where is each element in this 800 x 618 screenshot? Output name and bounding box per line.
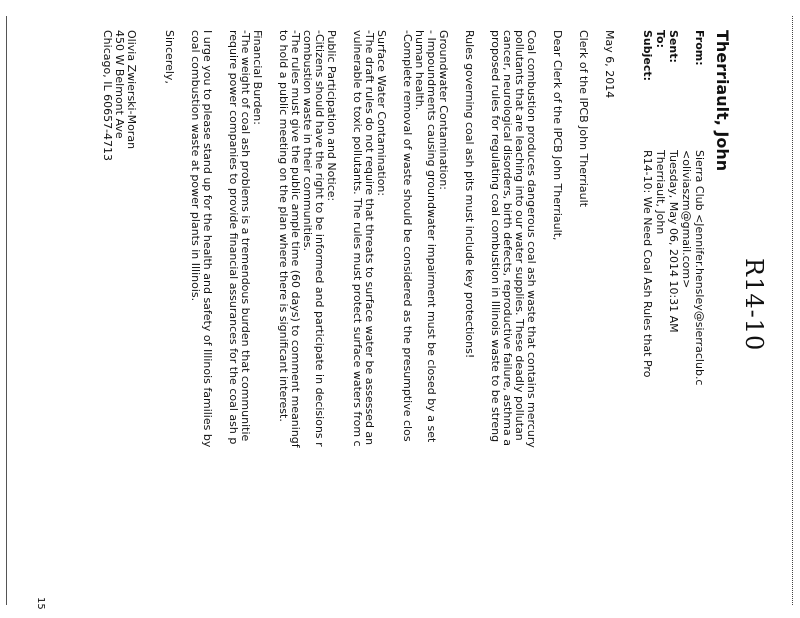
page-number: 15: [35, 597, 46, 610]
subject-value: R14-10: We Need Coal Ash Rules that Pro: [641, 150, 654, 378]
sent-label: Sent:: [667, 30, 680, 63]
closing-line: I urge you to please stand up for the health and safety of Illinois families by: [201, 30, 214, 448]
participation-heading: Public Participation and Notice:: [325, 30, 338, 202]
closing-line: coal combustion waste at power plants in Illinois.: [189, 30, 202, 302]
from-value-email: <oliviaszm@gmail.com>: [680, 150, 693, 289]
groundwater-line: -Complete removal of waste should be considered as the presumptive clos: [401, 30, 414, 442]
to-label: To:: [654, 30, 667, 48]
signoff: Sincerely,: [163, 30, 176, 84]
footer-rule: [6, 16, 7, 605]
fax-header-rule: [792, 16, 793, 605]
to-value: Therriault, John: [654, 150, 667, 235]
intro-line: pollutants that are leaching into our water supplies. These deadly pollutan: [513, 30, 526, 441]
surface-line: -The draft rules do not require that threats to surface water be assessed an: [363, 30, 376, 446]
signature-name: Olivia Zwierski-Moran: [125, 30, 138, 150]
from-value: Sierra Club <Jennifer.hensley@sierraclub.c: [693, 150, 706, 386]
financial-line: -The weight of coal ash problems is a tremendous burden that communitie: [239, 30, 252, 442]
letter-salutation: Dear Clerk of the IPCB John Therriault,: [551, 30, 564, 241]
intro-line: cancer, neurological disorders, birth defects, reproductive failure, asthma a: [501, 30, 514, 446]
rules-line: Rules governing coal ash pits must include key protections!: [463, 30, 476, 359]
letter-addressee: Clerk of the IPCB John Therriault: [577, 30, 590, 208]
surface-heading: Surface Water Contamination:: [375, 30, 388, 197]
signature-city: Chicago, IL 60657-4713: [101, 30, 114, 162]
groundwater-line: - Impoundments causing groundwater impairment must be closed by a set: [425, 30, 438, 443]
intro-line: proposed rules for regulating coal combustion in Illinois waste to be streng: [489, 30, 502, 443]
signature-address: 450 W Belmont Ave: [113, 30, 126, 139]
docket-number: R14-10: [740, 258, 768, 352]
from-label: From:: [693, 30, 706, 66]
sender-name-heading: Therriault, John: [713, 30, 732, 172]
participation-line: -The rules must give the public ample time (60 days) to comment meaningf: [289, 30, 302, 448]
financial-heading: Financial Burden:: [251, 30, 264, 125]
intro-line: Coal combustion produces dangerous coal ash waste that contains mercury: [525, 30, 538, 448]
surface-line: vulnerable to toxic pollutants. The rules must protect surface waters from c: [351, 30, 364, 447]
financial-line: require power companies to provide financial assurances for the coal ash p: [227, 30, 240, 445]
sent-value: Tuesday, May 06, 2014 10:31 AM: [667, 150, 680, 333]
participation-line: -Citizens should have the right to be informed and participate in decisions r: [313, 30, 326, 447]
groundwater-line: human health.: [413, 30, 426, 111]
participation-line: combustion waste in their communities.: [301, 30, 314, 252]
groundwater-heading: Groundwater Contamination:: [437, 30, 450, 190]
participation-line: to hold a public meeting on the plan where there is significant interest.: [277, 30, 290, 422]
subject-label: Subject:: [641, 30, 654, 82]
letter-date: May 6, 2014: [603, 30, 616, 99]
